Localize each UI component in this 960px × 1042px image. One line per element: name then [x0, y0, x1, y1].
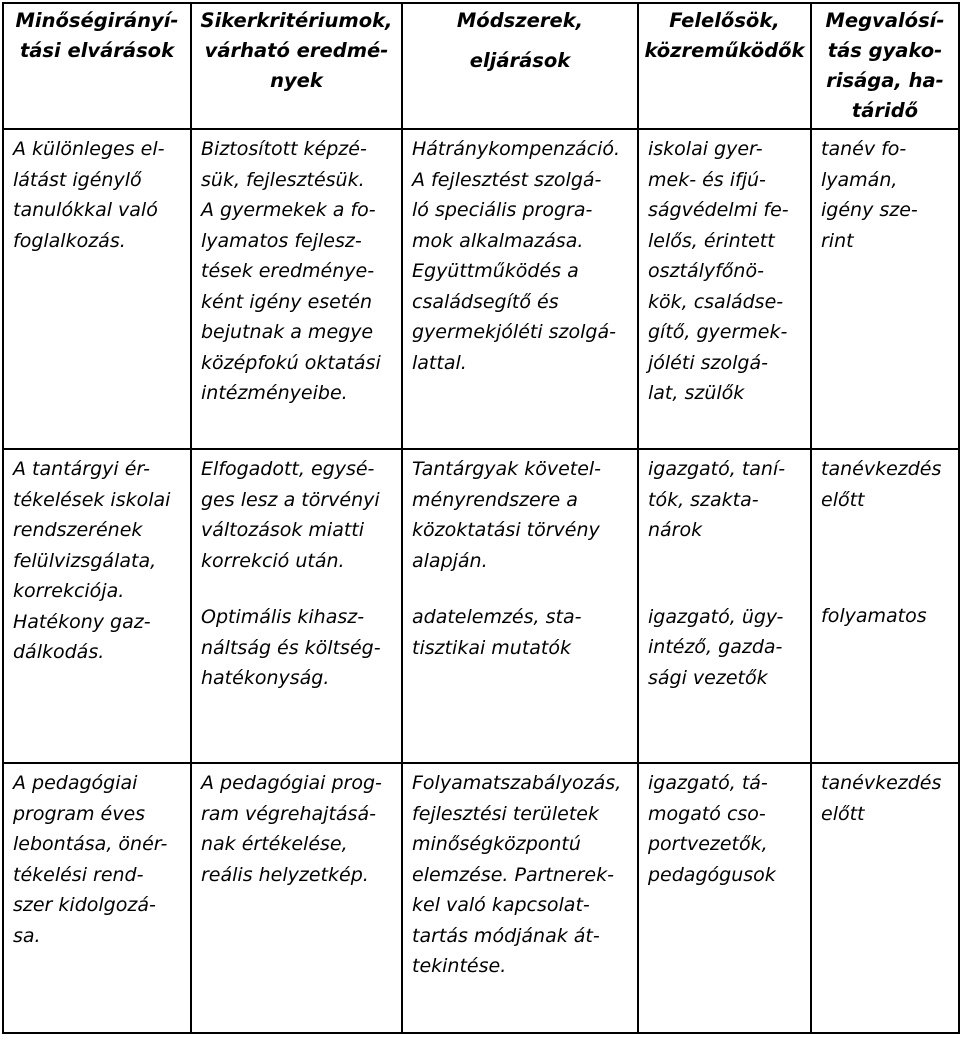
- cell-line: Hátránykompenzáció.: [412, 138, 621, 160]
- line-gap: [821, 588, 952, 601]
- cell-line: ményrendszere a: [412, 488, 578, 511]
- cell-line: program éves: [13, 802, 146, 825]
- header-line: tás gyako-: [827, 39, 943, 62]
- quality-requirements-table: [2, 2, 960, 1034]
- cell-line: folyamatos: [821, 605, 927, 627]
- cell-line: A különleges el-: [13, 138, 165, 160]
- line-gap: [648, 589, 804, 602]
- table-row: [3, 449, 959, 763]
- table-cell: [638, 763, 811, 1033]
- cell-line: tanévkezdés: [821, 458, 942, 480]
- cell-line: tanulókkal való: [13, 199, 158, 221]
- cell-line: pedagógusok: [648, 863, 776, 886]
- cell-line: nárok: [648, 519, 703, 541]
- cell-line: Optimális kihasz-: [201, 606, 365, 628]
- cell-line: mogató cso-: [648, 802, 766, 825]
- cell-line: [648, 546, 804, 576]
- cell-line: ságvédelmi fe-: [648, 199, 789, 221]
- cell-line: igény sze-: [821, 199, 918, 221]
- header-frequency-deadline: [811, 3, 959, 129]
- cell-line: lyamán,: [821, 168, 898, 191]
- cell-line: osztályfőnö-: [648, 260, 764, 282]
- cell-line: kel való kapcsolat-: [412, 894, 590, 916]
- cell-line: portvezetők,: [648, 833, 768, 855]
- header-line: [406, 36, 634, 46]
- cell-line: adatelemzés, sta-: [412, 606, 582, 628]
- cell-line: tekintése.: [412, 955, 507, 977]
- cell-line: gyermekjóléti szolgá-: [412, 321, 616, 343]
- cell-line: [821, 515, 952, 545]
- cell-line: A pedagógiai prog-: [201, 772, 382, 794]
- cell-line: Folyamatszabályozás,: [412, 772, 622, 794]
- cell-line: korrekciója.: [13, 580, 125, 602]
- cell-line: előtt: [821, 488, 865, 511]
- header-line: eljárások: [469, 49, 571, 72]
- header-row: [3, 3, 959, 129]
- cell-line: tékelési rend-: [13, 863, 144, 886]
- cell-line: mek- és ifjú-: [648, 168, 766, 191]
- cell-line: kök, családse-: [648, 290, 784, 313]
- cell-line: A pedagógiai: [13, 772, 138, 794]
- cell-line: nak értékelése,: [201, 833, 348, 855]
- header-line: tási elvárások: [19, 39, 175, 62]
- cell-line: alapján.: [412, 549, 488, 572]
- cell-line: Hatékony gaz-: [13, 610, 151, 633]
- cell-line: iskolai gyer-: [648, 138, 763, 160]
- cell-line: tanévkezdés: [821, 772, 942, 794]
- table-cell: [811, 763, 959, 1033]
- header-line: Megvalósí-: [825, 9, 945, 32]
- table-cell: [638, 129, 811, 449]
- cell-line: dálkodás.: [13, 641, 105, 663]
- cell-line: Tantárgyak követel-: [412, 458, 602, 480]
- table-cell: [811, 449, 959, 763]
- line-gap: [201, 589, 395, 602]
- cell-line: tések eredménye-: [201, 260, 375, 282]
- table-cell: [402, 449, 638, 763]
- cell-line: minőségközpontú: [412, 833, 581, 855]
- header-methods: [402, 3, 638, 129]
- cell-line: [821, 545, 952, 575]
- cell-line: rendszerének: [13, 519, 143, 541]
- cell-line: hatékonyság.: [201, 667, 330, 689]
- cell-line: ram végrehajtásá-: [201, 802, 376, 825]
- cell-line: szer kidolgozá-: [13, 894, 156, 916]
- header-line: közreműködők: [644, 39, 805, 62]
- cell-line: rint: [821, 229, 854, 252]
- table-cell: [191, 449, 402, 763]
- header-line: Minőségirányí-: [15, 9, 179, 32]
- cell-line: változások miatti: [201, 519, 365, 541]
- cell-line: látást igénylő: [13, 168, 142, 191]
- cell-line: felülvizsgálata,: [13, 549, 157, 572]
- cell-line: jóléti szolgá-: [648, 351, 768, 374]
- cell-line: elemzése. Partnerek-: [412, 863, 614, 886]
- table-cell: [811, 129, 959, 449]
- table-row: [3, 129, 959, 449]
- cell-line: A tantárgyi ér-: [13, 458, 151, 480]
- cell-line: lyamatos fejlesz-: [201, 229, 362, 252]
- cell-line: lat, szülők: [648, 382, 745, 404]
- header-responsibles: [638, 3, 811, 129]
- cell-line: középfokú oktatási: [201, 351, 381, 374]
- cell-line: lelős, érintett: [648, 229, 775, 252]
- cell-line: Együttműködés a: [412, 260, 579, 282]
- table-cell: [3, 763, 191, 1033]
- line-gap: [201, 576, 395, 589]
- header-line: Módszerek,: [456, 9, 584, 32]
- header-line: risága, ha-: [826, 69, 944, 92]
- cell-line: tisztikai mutatók: [412, 636, 572, 659]
- cell-line: fejlesztési területek: [412, 802, 599, 825]
- cell-line: igazgató, taní-: [648, 458, 786, 480]
- cell-line: igazgató, ügy-: [648, 605, 784, 628]
- table-cell: [402, 129, 638, 449]
- cell-line: mok alkalmazása.: [412, 229, 584, 252]
- cell-line: ló speciális progra-: [412, 199, 593, 221]
- header-quality-requirements: [3, 3, 191, 129]
- cell-line: sági vezetők: [648, 666, 768, 689]
- cell-line: Biztosított képzé-: [201, 138, 367, 160]
- table-cell: [3, 129, 191, 449]
- line-gap: [412, 576, 631, 589]
- header-success-criteria: [191, 3, 402, 129]
- cell-line: előtt: [821, 802, 865, 825]
- line-gap: [412, 589, 631, 602]
- cell-line: gítő, gyermek-: [648, 321, 788, 343]
- cell-line: tók, szakta-: [648, 488, 759, 511]
- table-cell: [3, 449, 191, 763]
- table-cell: [638, 449, 811, 763]
- cell-line: sa.: [13, 924, 41, 947]
- cell-line: sük, fejlesztésük.: [201, 168, 365, 191]
- cell-line: közoktatási törvény: [412, 519, 600, 541]
- header-line: nyek: [270, 69, 323, 92]
- cell-line: ként igény esetén: [201, 290, 373, 313]
- header-line: várható eredmé-: [204, 39, 389, 62]
- cell-line: náltság és költség-: [201, 636, 381, 659]
- table-row: [3, 763, 959, 1033]
- cell-line: Elfogadott, egysé-: [201, 458, 375, 480]
- cell-line: foglalkozás.: [13, 229, 126, 252]
- cell-line: igazgató, tá-: [648, 772, 768, 794]
- cell-line: lattal.: [412, 351, 467, 374]
- cell-line: tartás módjának át-: [412, 924, 600, 947]
- cell-line: intéző, gazda-: [648, 636, 783, 658]
- cell-line: lebontása, önér-: [13, 833, 168, 855]
- cell-line: intézményeibe.: [201, 382, 348, 404]
- table-cell: [191, 763, 402, 1033]
- cell-line: korrekció után.: [201, 549, 345, 572]
- cell-line: bejutnak a megye: [201, 321, 374, 343]
- cell-line: A gyermekek a fo-: [201, 199, 376, 221]
- line-gap: [821, 575, 952, 588]
- table-cell: [402, 763, 638, 1033]
- cell-line: családsegítő és: [412, 290, 559, 313]
- cell-line: A fejlesztést szolgá-: [412, 168, 602, 191]
- cell-line: ges lesz a törvényi: [201, 488, 380, 511]
- cell-line: reális helyzetkép.: [201, 863, 369, 886]
- header-line: Felelősök,: [669, 9, 780, 32]
- cell-line: tékelések iskolai: [13, 488, 171, 511]
- table-cell: [191, 129, 402, 449]
- header-line: táridő: [851, 99, 919, 122]
- cell-line: tanév fo-: [821, 138, 907, 160]
- line-gap: [648, 576, 804, 589]
- header-line: Sikerkritériumok,: [200, 9, 393, 32]
